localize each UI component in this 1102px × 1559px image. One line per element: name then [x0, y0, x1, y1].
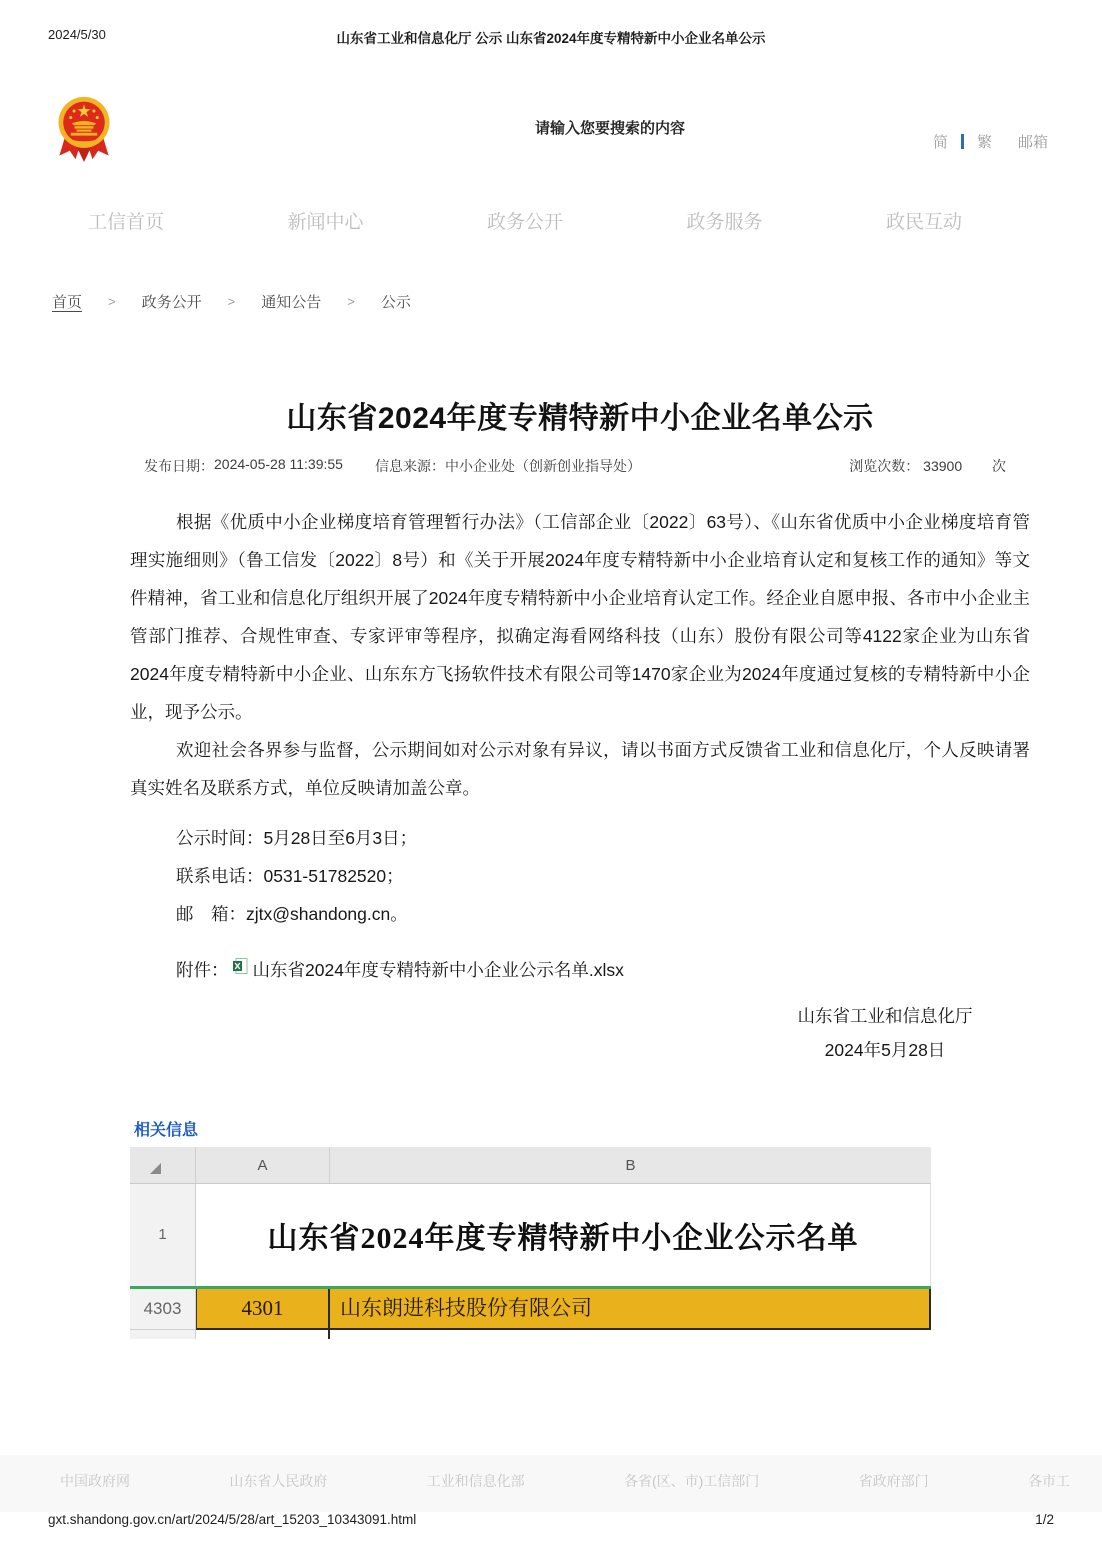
breadcrumb-notices[interactable]: 通知公告: [261, 294, 322, 311]
mailbox-link[interactable]: 邮箱: [1018, 134, 1049, 151]
views-unit: 次: [992, 458, 1006, 474]
footer-link-gov-cn[interactable]: 中国政府网: [60, 1473, 130, 1489]
breadcrumb-publicity[interactable]: 公示: [380, 294, 411, 311]
contact-email-line: 邮 箱：zjtx@shandong.cn。: [176, 904, 408, 924]
sheet-title-row: [130, 1184, 931, 1286]
nav-item-home[interactable]: 工信首页: [88, 212, 165, 233]
breadcrumb-gov-open[interactable]: 政务公开: [141, 294, 202, 311]
sheet-stub-gridline: [196, 1330, 330, 1339]
source-label: 信息来源：: [374, 458, 445, 474]
footer-link-city-depts[interactable]: 各市工: [1027, 1473, 1070, 1489]
sheet-title-cell: 山东省2024年度专精特新中小企业公示名单: [196, 1184, 931, 1286]
sheet-row-header-stub: [130, 1330, 196, 1339]
breadcrumb-separator: >: [108, 294, 116, 309]
contact-block: [130, 819, 1030, 933]
footer-link-miit[interactable]: 工业和信息化部: [426, 1473, 525, 1489]
excel-file-icon: [233, 958, 248, 974]
sheet-column-header-b: B: [625, 1157, 636, 1174]
sheet-row-number: 4303: [130, 1289, 196, 1330]
print-header-title: 山东省工业和信息化厅 公示 山东省2024年度专精特新中小企业名单公示: [336, 31, 766, 46]
body-paragraph: 欢迎社会各界参与监督，公示期间如对公示对象有异议，请以书面方式反馈省工业和信息化厅，个人反映请署真实姓名及联系方式，单位反映请加盖公章。: [130, 740, 1030, 798]
article-meta: [144, 456, 1006, 476]
publish-date-value: 2024-05-28 11:39:55: [214, 456, 343, 472]
source-value: 中小企业处（创新创业指导处）: [444, 458, 641, 474]
publicity-period-line: 公示时间：5月28日至6月3日；: [176, 828, 418, 848]
contact-phone-line: 联系电话：0531-51782520；: [176, 866, 404, 886]
footer: [0, 1455, 1102, 1512]
sheet-select-all-cell: [130, 1147, 196, 1183]
nav-item-gov-service[interactable]: 政务服务: [686, 212, 763, 233]
article-body: [130, 503, 1030, 989]
sheet-column-header-a: A: [196, 1147, 330, 1183]
sheet-header-row: [130, 1147, 931, 1184]
sheet-row-number: 1: [130, 1184, 196, 1286]
site-logo[interactable]: [55, 95, 113, 163]
nav-item-interaction[interactable]: 政民互动: [885, 212, 962, 233]
primary-nav: [88, 207, 962, 234]
article-signature: [675, 1003, 1095, 1062]
print-header-date: 2024/5/30: [48, 27, 106, 42]
sheet-partial-row: [130, 1330, 931, 1339]
nav-item-gov-open[interactable]: 政务公开: [486, 212, 563, 233]
breadcrumb-home[interactable]: 首页: [52, 294, 83, 311]
lang-simplified-link[interactable]: 简: [933, 134, 949, 151]
footer-link-provincial-depts[interactable]: 各省(区、市)工信部门: [623, 1473, 760, 1489]
lang-separator: [961, 134, 964, 149]
embedded-spreadsheet-image: [130, 1147, 931, 1339]
signature-date: 2024年5月28日: [824, 1040, 946, 1060]
attachment-label: 附件：: [176, 960, 229, 980]
lang-traditional-link[interactable]: 繁: [977, 134, 993, 151]
sheet-cell-a: 4301: [196, 1289, 330, 1330]
publish-date-label: 发布日期：: [144, 458, 214, 474]
views-label: 浏览次数：: [849, 458, 920, 474]
search-input[interactable]: [440, 112, 780, 144]
attachment-row: [130, 951, 1030, 989]
print-footer-url: gxt.shandong.gov.cn/art/2024/5/28/art_15203_10343091.html: [48, 1512, 417, 1527]
language-switch: [933, 131, 1048, 152]
footer-links: [60, 1455, 1070, 1491]
footer-link-shandong-gov[interactable]: 山东省人民政府: [229, 1473, 328, 1489]
sheet-cell-b: 山东朗进科技股份有限公司: [330, 1289, 931, 1330]
national-emblem-icon: [55, 95, 113, 163]
signature-org: 山东省工业和信息化厅: [797, 1006, 973, 1026]
footer-link-gov-depts[interactable]: 省政府部门: [858, 1473, 929, 1489]
print-footer-page-number: 1/2: [1035, 1512, 1054, 1527]
breadcrumb: [52, 291, 437, 312]
breadcrumb-separator: >: [347, 294, 355, 309]
views-counter: [849, 456, 1006, 476]
select-all-triangle-icon: [150, 1163, 161, 1174]
attachment-file-link[interactable]: 山东省2024年度专精特新中小企业公示名单.xlsx: [252, 960, 624, 980]
views-value: 33900: [923, 458, 963, 474]
sheet-data-row: [130, 1289, 931, 1330]
nav-item-news[interactable]: 新闻中心: [287, 212, 364, 233]
breadcrumb-separator: >: [227, 294, 236, 309]
page-title: 山东省2024年度专精特新中小企业名单公示: [286, 402, 874, 435]
body-paragraph: 根据《优质中小企业梯度培育管理暂行办法》（工信部企业〔2022〕63号）、《山东省优质中小企业梯度培育管理实施细则》（鲁工信发〔2022〕8号）和《关于开展2024年度专精特新中小企业培育认定和复核工作的通知》等文件精神，省工业和信息化厅组织开展了2024年度专精特新中小企业培育认定工作。经企业自愿申报、各市中小企业主管部门推荐、合规性审查、专家评审等程序，拟确定海看网络科技（山东）股份有限公司等4122家企业为山东省2024年度专精特新中小企业、山东东方飞扬软件技术有限公司等1470家企业为2024年度通过复核的专精特新中小企业，现予公示。: [130, 512, 1030, 722]
related-info-heading: 相关信息: [134, 1122, 199, 1139]
